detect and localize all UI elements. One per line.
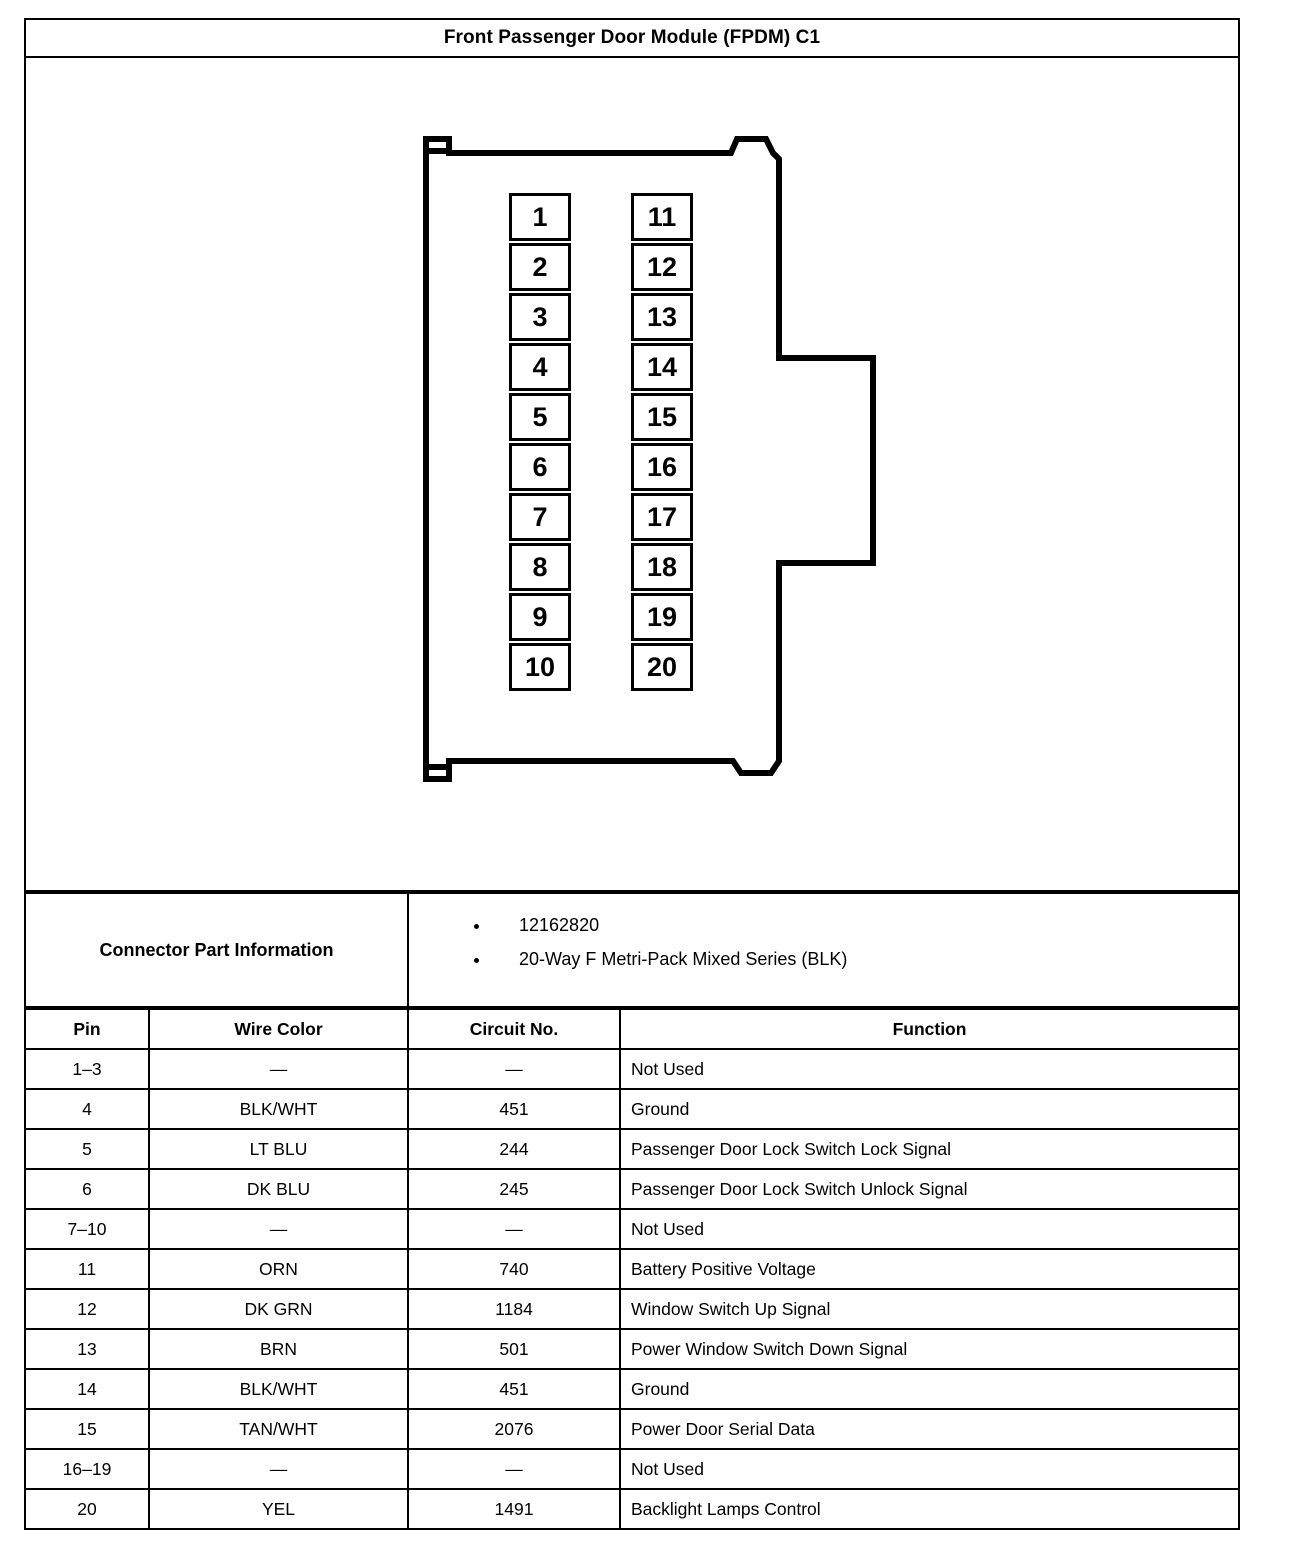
table-row (25, 1209, 1239, 1249)
cell-wire-color: BRN (149, 1329, 408, 1369)
cell-pin: 6 (25, 1169, 149, 1209)
list-item: • 20-Way F Metri-Pack Mixed Series (BLK) (491, 942, 1238, 976)
cell-circuit: 1491 (408, 1489, 620, 1529)
connector-illustration (421, 133, 881, 803)
diagram-title-bar (24, 18, 1240, 58)
pin-cell: 8 (509, 543, 571, 591)
cell-circuit: 451 (408, 1369, 620, 1409)
pin-cell: 13 (631, 293, 693, 341)
cell-pin: 13 (25, 1329, 149, 1369)
table-row (25, 1049, 1239, 1089)
pin-cell: 11 (631, 193, 693, 241)
cell-wire-color: BLK/WHT (149, 1369, 408, 1409)
pin-cell: 6 (509, 443, 571, 491)
cell-function: Not Used (620, 1449, 1239, 1489)
cell-pin: 20 (25, 1489, 149, 1529)
pin-cell: 1 (509, 193, 571, 241)
cell-function: Ground (620, 1089, 1239, 1129)
cell-wire-color: BLK/WHT (149, 1089, 408, 1129)
pin-cell: 9 (509, 593, 571, 641)
cell-circuit: — (408, 1049, 620, 1089)
pin-cell: 12 (631, 243, 693, 291)
pin-cell: 10 (509, 643, 571, 691)
cell-function: Backlight Lamps Control (620, 1489, 1239, 1529)
cell-pin: 12 (25, 1289, 149, 1329)
cell-wire-color: YEL (149, 1489, 408, 1529)
pin-cell: 19 (631, 593, 693, 641)
cell-circuit: 245 (408, 1169, 620, 1209)
page-title: Front Passenger Door Module (FPDM) C1 (443, 27, 821, 48)
cell-function: Power Window Switch Down Signal (620, 1329, 1239, 1369)
cell-function: Not Used (620, 1209, 1239, 1249)
table-row (25, 1369, 1239, 1409)
cell-wire-color: DK GRN (149, 1289, 408, 1329)
table-row (25, 1409, 1239, 1449)
pin-cell: 20 (631, 643, 693, 691)
cell-wire-color: LT BLU (149, 1129, 408, 1169)
cell-function: Passenger Door Lock Switch Unlock Signal (620, 1169, 1239, 1209)
pin-column-left (509, 193, 571, 691)
table-row (25, 1449, 1239, 1489)
cell-wire-color: DK BLU (149, 1169, 408, 1209)
table-row (25, 1289, 1239, 1329)
cell-circuit: — (408, 1449, 620, 1489)
cell-circuit: 451 (408, 1089, 620, 1129)
cell-pin: 4 (25, 1089, 149, 1129)
cell-function: Power Door Serial Data (620, 1409, 1239, 1449)
pin-cell: 5 (509, 393, 571, 441)
pin-column-right (631, 193, 693, 691)
cell-wire-color: ORN (149, 1249, 408, 1289)
column-header-function: Function (620, 1009, 1239, 1049)
cell-pin: 11 (25, 1249, 149, 1289)
cell-circuit: — (408, 1209, 620, 1249)
column-header-pin: Pin (25, 1009, 149, 1049)
table-row (25, 1169, 1239, 1209)
pin-cell: 2 (509, 243, 571, 291)
cell-circuit: 740 (408, 1249, 620, 1289)
cell-function: Not Used (620, 1049, 1239, 1089)
cell-wire-color: — (149, 1209, 408, 1249)
cell-circuit: 2076 (408, 1409, 620, 1449)
pin-assignment-table (24, 1008, 1240, 1530)
connector-part-information-values (409, 894, 1238, 1006)
column-header-wire-color: Wire Color (149, 1009, 408, 1049)
table-row (25, 1249, 1239, 1289)
cell-function: Passenger Door Lock Switch Lock Signal (620, 1129, 1239, 1169)
pin-cell: 18 (631, 543, 693, 591)
column-header-circuit-no: Circuit No. (408, 1009, 620, 1049)
pin-cell: 7 (509, 493, 571, 541)
cell-pin: 16–19 (25, 1449, 149, 1489)
table-row (25, 1089, 1239, 1129)
cell-circuit: 1184 (408, 1289, 620, 1329)
table-header-row (25, 1009, 1239, 1049)
cell-pin: 5 (25, 1129, 149, 1169)
table-row (25, 1489, 1239, 1529)
pin-cell: 15 (631, 393, 693, 441)
connector-part-information-label: Connector Part Information (26, 894, 409, 1006)
cell-pin: 7–10 (25, 1209, 149, 1249)
table-row (25, 1129, 1239, 1169)
cell-wire-color: — (149, 1449, 408, 1489)
connector-part-information (24, 892, 1240, 1008)
table-row (25, 1329, 1239, 1369)
pin-cell: 4 (509, 343, 571, 391)
cell-pin: 1–3 (25, 1049, 149, 1089)
cell-wire-color: — (149, 1049, 408, 1089)
pin-cell: 16 (631, 443, 693, 491)
cell-pin: 15 (25, 1409, 149, 1449)
cell-function: Window Switch Up Signal (620, 1289, 1239, 1329)
cell-circuit: 244 (408, 1129, 620, 1169)
connector-diagram-panel (24, 58, 1240, 892)
cell-wire-color: TAN/WHT (149, 1409, 408, 1449)
pin-cell: 14 (631, 343, 693, 391)
pin-cell: 17 (631, 493, 693, 541)
cell-circuit: 501 (408, 1329, 620, 1369)
list-item: • 12162820 (491, 908, 1238, 942)
cell-function: Battery Positive Voltage (620, 1249, 1239, 1289)
cell-function: Ground (620, 1369, 1239, 1409)
cell-pin: 14 (25, 1369, 149, 1409)
pin-cell: 3 (509, 293, 571, 341)
